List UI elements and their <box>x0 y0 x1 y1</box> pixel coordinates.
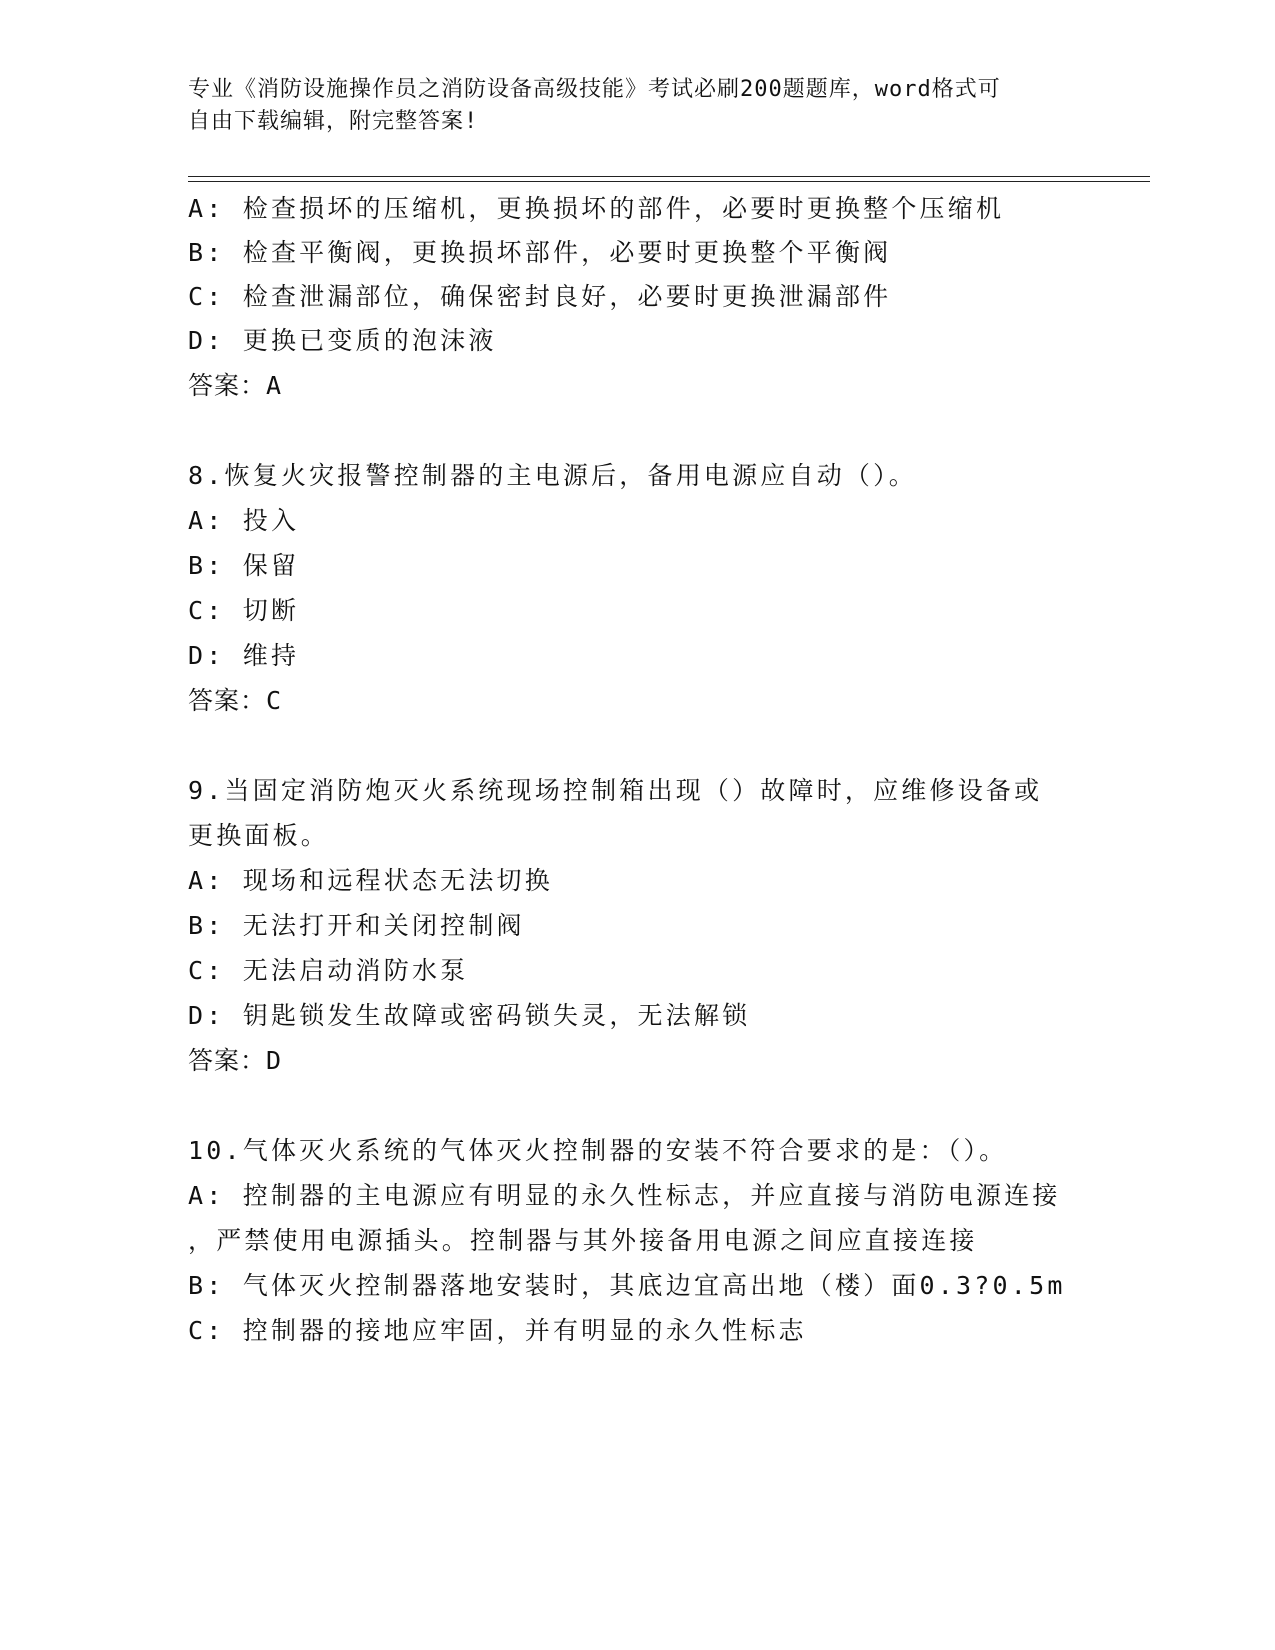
q9-question-line-1: 9.当固定消防炮灭火系统现场控制箱出现（）故障时，应维修设备或 <box>188 776 1043 805</box>
q10-option-b: B: 气体灭火控制器落地安装时，其底边宜高出地（楼）面0.3?0.5m <box>188 1271 1066 1300</box>
q9-option-c: C: 无法启动消防水泵 <box>188 956 469 985</box>
q9-option-a: A: 现场和远程状态无法切换 <box>188 866 553 895</box>
q9-option-b: B: 无法打开和关闭控制阀 <box>188 911 525 940</box>
q10-option-c: C: 控制器的接地应牢固，并有明显的永久性标志 <box>188 1316 807 1345</box>
q10-option-a-line-2: ，严禁使用电源插头。控制器与其外接备用电源之间应直接连接 <box>188 1226 978 1255</box>
q7-answer: 答案：A <box>188 371 283 400</box>
q7-option-c: C: 检查泄漏部位，确保密封良好，必要时更换泄漏部件 <box>188 282 892 311</box>
q7-option-a: A: 检查损坏的压缩机，更换损坏的部件，必要时更换整个压缩机 <box>188 194 1005 223</box>
q8-option-a: A: 投入 <box>188 506 300 535</box>
q7-option-b: B: 检查平衡阀，更换损坏部件，必要时更换整个平衡阀 <box>188 238 892 267</box>
header-line-2: 自由下载编辑，附完整答案! <box>188 109 479 134</box>
q10-option-a-line-1: A: 控制器的主电源应有明显的永久性标志，并应直接与消防电源连接 <box>188 1181 1061 1210</box>
q8-answer: 答案：C <box>188 686 283 715</box>
q8-option-d: D: 维持 <box>188 641 300 670</box>
q9-answer: 答案：D <box>188 1046 283 1075</box>
q7-option-d: D: 更换已变质的泡沫液 <box>188 326 497 355</box>
header-divider-bottom <box>188 181 1150 182</box>
q9-question-line-2: 更换面板。 <box>188 821 330 850</box>
header-line-1: 专业《消防设施操作员之消防设备高级技能》考试必刷200题题库，word格式可 <box>188 77 1001 102</box>
header-divider-top <box>188 176 1150 177</box>
q8-question: 8.恢复火灾报警控制器的主电源后，备用电源应自动（）。 <box>188 461 918 490</box>
q10-question: 10.气体灭火系统的气体灭火控制器的安装不符合要求的是：（）。 <box>188 1136 1008 1165</box>
q8-option-b: B: 保留 <box>188 551 300 580</box>
document-header <box>188 74 1088 138</box>
q8-option-c: C: 切断 <box>188 596 300 625</box>
q9-option-d: D: 钥匙锁发生故障或密码锁失灵，无法解锁 <box>188 1001 751 1030</box>
